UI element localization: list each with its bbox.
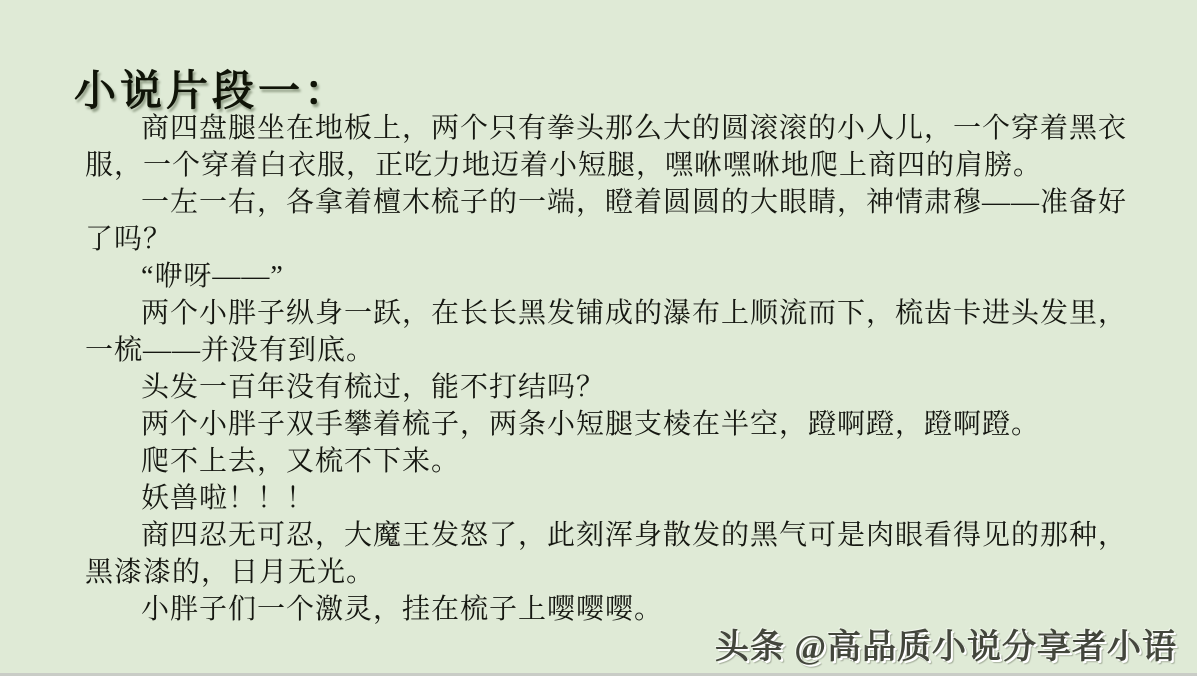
story-paragraph: 商四盘腿坐在地板上，两个只有拳头那么大的圆滚滚的小人儿，一个穿着黑衣服，一个穿着白衣服，正吃力地迈着小短腿，嘿咻嘿咻地爬上商四的肩膀。 [85,113,1128,181]
story-body [85,110,1127,628]
story-paragraph: 小胖子们一个激灵，挂在梳子上嘤嘤嘤。 [141,594,664,625]
story-paragraph: 两个小胖子纵身一跃，在长长黑发铺成的瀑布上顺流而下，梳齿卡进头发里，一梳——并没有到底。 [85,298,1128,366]
story-paragraph: 一左一右，各拿着檀木梳子的一端，瞪着圆圆的大眼睛，神情肃穆——准备好了吗？ [85,187,1128,255]
story-paragraph: 两个小胖子双手攀着梳子，两条小短腿支棱在半空，蹬啊蹬，蹬啊蹬。 [141,409,1041,440]
story-paragraph: “咿呀——” [141,261,284,292]
watermark-author-credit: 头条 @高品质小说分享者小语 [714,629,1177,666]
story-paragraph: 头发一百年没有梳过，能不打结吗？ [141,372,606,403]
story-paragraph: 爬不上去，又梳不下来。 [141,446,461,477]
page-title: 小说片段一： [74,69,351,115]
story-paragraph: 妖兽啦！！！ [141,483,316,514]
story-paragraph: 商四忍无可忍，大魔王发怒了，此刻浑身散发的黑气可是肉眼看得见的那种，黑漆漆的，日月无光。 [85,520,1128,588]
